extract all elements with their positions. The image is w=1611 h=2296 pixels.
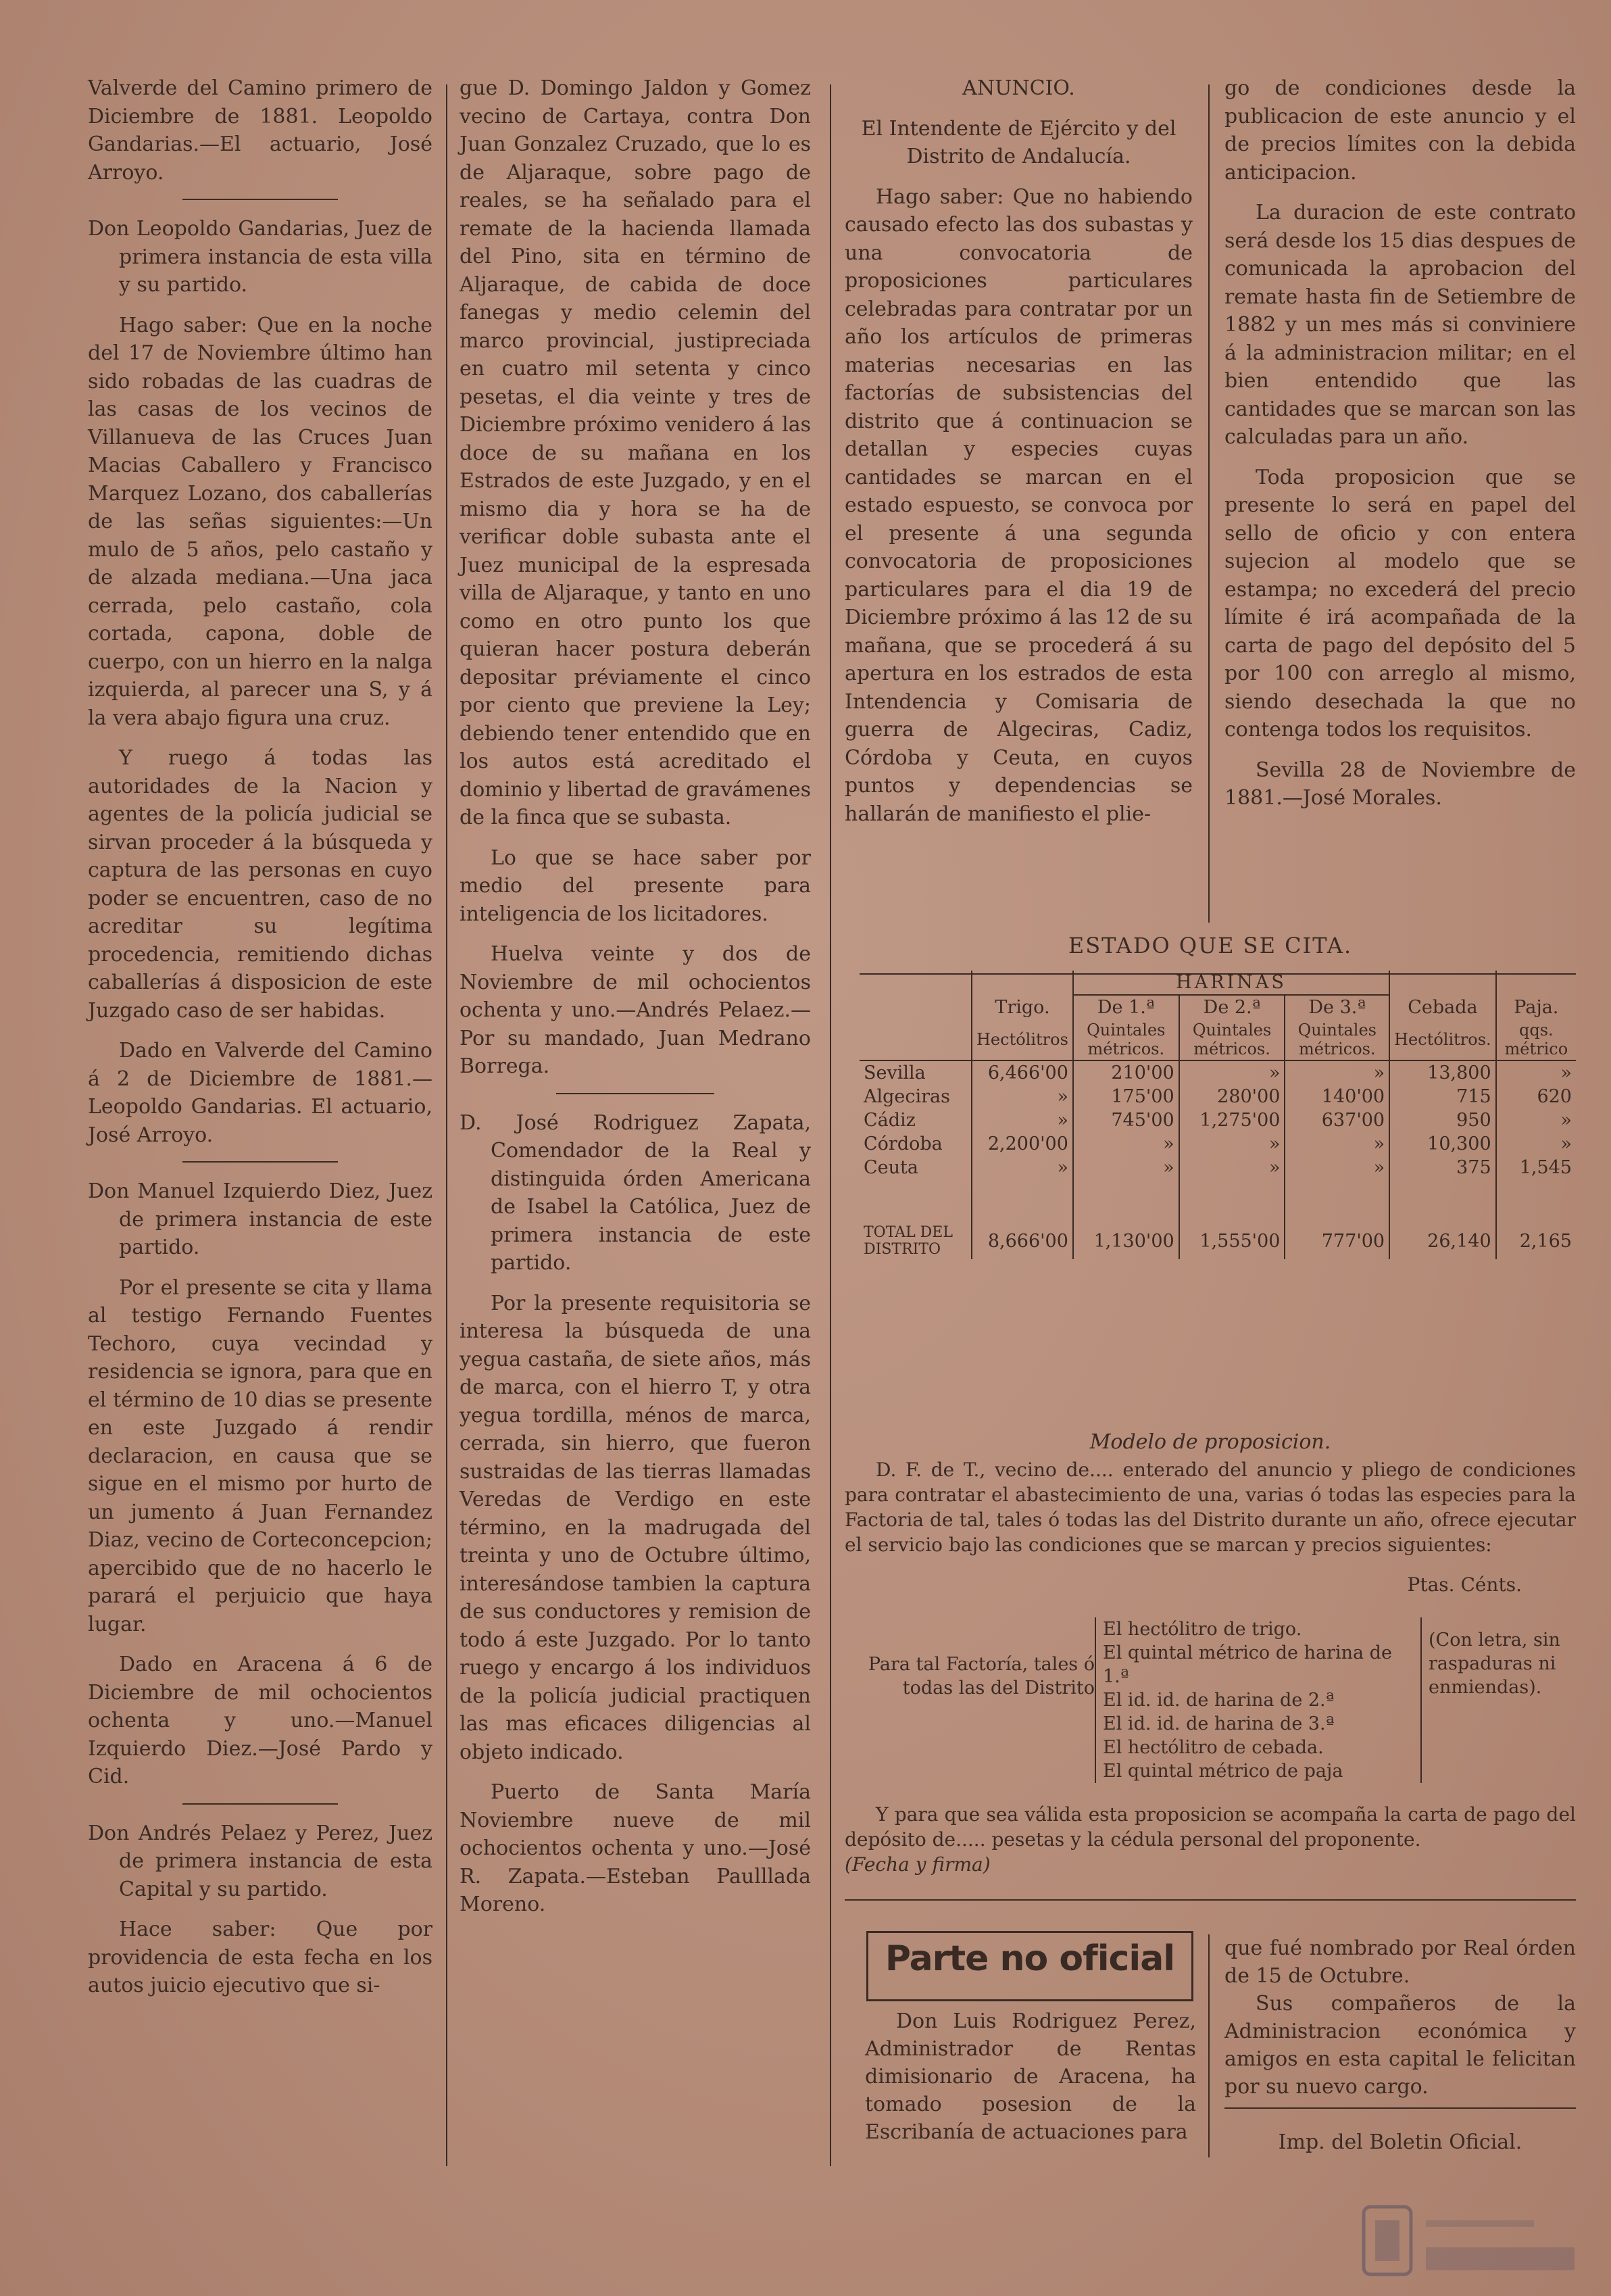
table-cell: 620: [1496, 1085, 1576, 1108]
total-label: TOTAL DEL DISTRITO: [864, 1224, 953, 1258]
c3-paragraph: ANUNCIO.: [962, 76, 1075, 100]
estado-title: ESTADO QUE SE CITA.: [1068, 933, 1353, 958]
c1-paragraph: Por el presente se cita y llama al testigo Fernando Fuentes Techoro, cuya vecindad y residencia se ignora, para que en el término de 10 dias se presente en este Juzgado á rendir declaracion, en causa que se sigue en el mismo por hurto de un jumento á Juan Fernandez Diaz, vecino de Corteconcepcion; apercibido que de no hacerlo le parará el perjuicio que haya lugar.: [88, 1275, 432, 1636]
parte-text-right: [1224, 1934, 1576, 2117]
table-cell: 375: [1389, 1156, 1496, 1179]
row-label: Ceuta: [864, 1157, 918, 1178]
table-cell: »: [1285, 1060, 1389, 1085]
column-header: Paja.: [1496, 995, 1576, 1019]
c2-paragraph: Lo que se hace saber por medio del presente para inteligencia de los licitadores.: [460, 846, 811, 926]
modelo-items-block: [845, 1617, 1576, 1783]
table-spacer: [860, 1179, 1576, 1223]
column-2: [460, 74, 811, 1931]
column-3: [845, 74, 1193, 840]
column-header: De 3.ª: [1285, 995, 1389, 1019]
c1-paragraph: Dado en Valverde del Camino á 2 de Diciembre de 1881.—Leopoldo Gandarias. El actuario, José Arroyo.: [88, 1039, 432, 1147]
modelo-item: El hectólitro de trigo.: [1103, 1619, 1302, 1640]
modelo-intro: D. F. de T., vecino de.... enterado del anuncio y pliego de condiciones para contratar el abastecimiento de una, varias ó todas las especies para la Factoria de tal, tales ó todas las del Distrito durante un año, ofrece ejecutar el servicio bajo las condiciones que se marcan y precios siguientes:: [845, 1459, 1576, 1556]
section-divider: [182, 199, 338, 200]
unit-header: Quintales métricos.: [1285, 1019, 1389, 1060]
table-total-row: [860, 1223, 1576, 1259]
column-header: De 2.ª: [1179, 995, 1285, 1019]
table-row: [860, 1085, 1576, 1108]
total-cell: 1,130'00: [1073, 1223, 1179, 1259]
row-label: Sevilla: [864, 1062, 926, 1083]
table-cell: »: [1496, 1060, 1576, 1085]
c1-paragraph: Dado en Aracena á 6 de Diciembre de mil ochocientos ochenta y uno.—Manuel Izquierdo Diez.—José Pardo y Cid.: [88, 1653, 432, 1788]
archive-seal-watermark: [1358, 2200, 1581, 2281]
table-cell: 10,300: [1389, 1132, 1496, 1156]
modelo-item: El id. id. de harina de 3.ª: [1103, 1713, 1335, 1734]
modelo-item: El hectólitro de cebada.: [1103, 1737, 1324, 1758]
total-cell: 8,666'00: [972, 1223, 1073, 1259]
c2-paragraph: Por la presente requisitoria se interesa la búsqueda de una yegua castaña, de siete años, más de marca, con el hierro T, y otra yegua tordilla, ménos de marca, cerrada, sin hierro, que fueron sustraidas de las tierras llamadas Veredas de Verdigo en este término, en la madrugada del treinta y uno de Octubre último, interesándose tambien la captura de sus conductores y remision de todo á este Juzgado. Por lo tanto ruego y encargo á los individuos de la policía judicial practiquen las mas eficaces diligencias al objeto indicado.: [460, 1291, 811, 1764]
table-row: [860, 1132, 1576, 1156]
table-group-header: [860, 971, 1576, 995]
harinas-header: HARINAS: [1073, 971, 1389, 995]
table-row: [860, 1108, 1576, 1132]
modelo-title: Modelo de proposicion.: [1089, 1430, 1331, 1454]
column-1: [88, 74, 432, 2012]
table-cell: 280'00: [1179, 1085, 1285, 1108]
parte-right-2: Sus compañeros de la Administracion económica y amigos en esta capital le felicitan por su nuevo cargo.: [1224, 1992, 1576, 2099]
table-cell: 1,275'00: [1179, 1108, 1285, 1132]
table-cell: 6,466'00: [972, 1060, 1073, 1085]
c1-paragraph: Hace saber: Que por providencia de esta fecha en los autos juicio ejecutivo que si-: [88, 1918, 432, 1997]
table-cell: »: [1285, 1132, 1389, 1156]
c3-paragraph: El Intendente de Ejército y del Distrito de Andalucía.: [861, 116, 1176, 168]
c4-paragraph: Toda proposicion que se presente lo será en papel del sello de oficio y con entera sujecion al modelo que se estampa; no excederá del precio límite é irá acompañada de la carta de pago del depósito del 5 por 100 con arreglo al mismo, siendo desechada la que no contenga todos los requisitos.: [1224, 465, 1576, 741]
table-cell: »: [972, 1156, 1073, 1179]
row-label: Córdoba: [864, 1133, 943, 1154]
total-cell: 777'00: [1285, 1223, 1389, 1259]
table-row: [860, 1060, 1576, 1085]
section-divider: [182, 1803, 338, 1805]
table-units-row: [860, 1019, 1576, 1060]
total-cell: 2,165: [1496, 1223, 1576, 1259]
c1-paragraph: Don Manuel Izquierdo Diez, Juez de primera instancia de este partido.: [88, 1179, 432, 1259]
c4-paragraph: Sevilla 28 de Noviembre de 1881.—José Morales.: [1224, 758, 1576, 810]
total-cell: 1,555'00: [1179, 1223, 1285, 1259]
c1-paragraph: Hago saber: Que en la noche del 17 de Noviembre último han sido robadas de las cuadras de las casas de los vecinos de Villanueva de las Cruces Juan Macias Caballero y Francisco Marquez Lozano, dos caballerías de las señas siguientes:—Un mulo de 5 años, pelo castaño y de alzada mediana.—Una jaca cerrada, pelo castaño, cola cortada, capona, doble de cuerpo, con un hierro en la nalga izquierda, al parecer una S, y á la vera abajo figura una cruz.: [88, 313, 432, 730]
table-cell: 210'00: [1073, 1060, 1179, 1085]
parte-paragraph: Don Luis Rodriguez Perez, Administrador de Rentas dimisionario de Aracena, ha tomado posesion de la Escribanía de actuaciones para: [865, 2009, 1196, 2144]
table-cell: 715: [1389, 1085, 1496, 1108]
column-4: [1224, 74, 1576, 825]
column-rule-1: [446, 84, 447, 2166]
row-label: Cádiz: [864, 1110, 916, 1131]
column-rule-3: [1208, 84, 1210, 923]
table-cell: »: [1496, 1132, 1576, 1156]
modelo-item: El quintal métrico de paja: [1103, 1761, 1343, 1782]
section-divider: [556, 1093, 714, 1094]
modelo-closing: Y para que sea válida esta proposicion se acompaña la carta de pago del depósito de..... pesetas y la cédula personal del proponente.: [845, 1803, 1576, 1851]
c3-paragraph: Hago saber: Que no habiendo causado efecto las dos subastas y una convocatoria de proposiciones particulares celebradas para contratar por un año los artículos de primeras materias necesarias en las factorías de subsistencias del distrito que á continuacion se detallan y especies cuyas cantidades se marcan en el estado espuesto, se convoca por el presente á una segunda convocatoria de proposiciones particulares para el dia 19 de Diciembre próximo á las 12 de su mañana, que se procederá á su apertura en los estrados de esta Intendencia y Comisaria de guerra de Algeciras, Cadiz, Córdoba y Ceuta, en cuyos puntos y dependencias se hallarán de manifiesto el plie-: [845, 185, 1193, 826]
c2-paragraph: Puerto de Santa María Noviembre nueve de mil ochocientos ochenta y uno.—José R. Zapata.—Esteban Paulllada Moreno.: [460, 1780, 811, 1916]
c4-paragraph: go de condiciones desde la publicacion de este anuncio y el de precios límites con la debida anticipacion.: [1224, 76, 1576, 185]
table-cell: 950: [1389, 1108, 1496, 1132]
column-rule-2: [830, 84, 831, 2166]
table-cell: 175'00: [1073, 1085, 1179, 1108]
table-cell: 140'00: [1285, 1085, 1389, 1108]
table-cell: »: [1179, 1060, 1285, 1085]
column-rule-4: [1208, 1934, 1210, 2157]
c2-paragraph: Huelva veinte y dos de Noviembre de mil ochocientos ochenta y uno.—Andrés Pelaez.—Por su mandado, Juan Medrano Borrega.: [460, 942, 811, 1078]
total-cell: 26,140: [1389, 1223, 1496, 1259]
modelo-fecha: (Fecha y firma): [845, 1853, 991, 1876]
table-cell: »: [1073, 1132, 1179, 1156]
c4-paragraph: La duracion de este contrato será desde los 15 dias despues de comunicada la aprobacion del remate hasta fin de Setiembre de 1882 y un mes más si conviniere á la administracion militar; en el bien entendido que las cantidades que se marcan son las calculadas para un año.: [1224, 201, 1576, 449]
unit-header: Quintales métricos.: [1073, 1019, 1179, 1060]
table-header-row: [860, 995, 1576, 1019]
table-cell: »: [1179, 1156, 1285, 1179]
modelo-item: El quintal métrico de harina de 1.ª: [1103, 1642, 1392, 1687]
modelo-section: [845, 1430, 1576, 1877]
column-header: Trigo.: [972, 995, 1073, 1019]
table-cell: »: [1179, 1132, 1285, 1156]
table-cell: 745'00: [1073, 1108, 1179, 1132]
c1-paragraph: Valverde del Camino primero de Diciembre de 1881. Leopoldo Gandarias.—El actuario, José Arroyo.: [88, 76, 432, 185]
unit-header: Quintales métricos.: [1179, 1019, 1285, 1060]
table-cell: 1,545: [1496, 1156, 1576, 1179]
unit-header: Hectólitros.: [1389, 1019, 1496, 1060]
parte-text-left: [865, 2007, 1196, 2146]
unit-header: qqs. métrico: [1496, 1019, 1576, 1060]
table-row: [860, 1156, 1576, 1179]
table-cell: »: [1496, 1108, 1576, 1132]
parte-right-1: que fué nombrado por Real órden de 15 de Octubre.: [1224, 1936, 1576, 1988]
imprenta-line: Imp. del Boletin Oficial.: [1278, 2130, 1522, 2154]
unit-header: Hectólitros: [972, 1019, 1073, 1060]
modelo-item: El id. id. de harina de 2.ª: [1103, 1690, 1335, 1711]
row-label: Algeciras: [864, 1086, 951, 1107]
parte-top-rule: [845, 1899, 1576, 1901]
unit-header: [860, 1019, 972, 1060]
modelo-items: [1095, 1617, 1420, 1783]
c2-paragraph: D. José Rodriguez Zapata, Comendador de la Real y distinguida órden Americana de Isabel la Católica, Juez de primera instancia de este partido.: [460, 1110, 811, 1275]
parte-divider: [1224, 2107, 1576, 2109]
c2-paragraph: gue D. Domingo Jaldon y Gomez vecino de Cartaya, contra Don Juan Gonzalez Cruzado, que lo es de Aljaraque, sobre pago de reales, se ha señalado para el remate de la hacienda llamada del Pino, sita en término de Aljaraque, de cabida de doce fanegas y medio celemin del marco provincial, justipreciada en cuatro mil setenta y cinco pesetas, el dia veinte y tres de Diciembre próximo venidero á las doce de su mañana en los Estrados de este Juzgado, y en el mismo dia y hora se ha de verificar doble subasta ante el Juez municipal de la espresada villa de Aljaraque, y tanto en uno como en otro punto los que quieran hacer postura deberán depositar préviamente el cinco por ciento que previene la Ley; debiendo tener entendido que en los autos está acreditado el dominio y libertad de gravámenes de la finca que se subasta.: [460, 76, 811, 829]
c1-paragraph: Don Leopoldo Gandarias, Juez de primera instancia de esta villa y su partido.: [88, 217, 432, 297]
c1-paragraph: Y ruego á todas las autoridades de la Nacion y agentes de la policía judicial se sirvan proceder á la búsqueda y captura de las personas en cuyo poder se encuentren, caso de no acreditar su legítima procedencia, remitiendo dichas caballerías á disposicion de este Juzgado caso de ser habidas.: [88, 746, 432, 1023]
c1-paragraph: Don Andrés Pelaez y Perez, Juez de primera instancia de esta Capital y su partido.: [88, 1821, 432, 1901]
column-header: [860, 995, 972, 1019]
section-divider: [182, 1161, 338, 1163]
table-body: [860, 1060, 1576, 1259]
table-cell: »: [972, 1085, 1073, 1108]
table-cell: »: [1285, 1156, 1389, 1179]
table-cell: 13,800: [1389, 1060, 1496, 1085]
table-cell: 637'00: [1285, 1108, 1389, 1132]
column-header: De 1.ª: [1073, 995, 1179, 1019]
table-cell: »: [972, 1108, 1073, 1132]
parte-title: Parte no oficial: [885, 1938, 1175, 1979]
modelo-left-label: Para tal Factoría, tales ó todas las del Distrito: [868, 1654, 1095, 1699]
estado-table: [860, 971, 1576, 1259]
table-cell: »: [1073, 1156, 1179, 1179]
column-header: Cebada: [1389, 995, 1496, 1019]
table-cell: 2,200'00: [972, 1132, 1073, 1156]
pts-label: Ptas. Cénts.: [1407, 1573, 1522, 1596]
modelo-note: (Con letra, sin raspaduras ni enmiendas).: [1420, 1617, 1564, 1783]
